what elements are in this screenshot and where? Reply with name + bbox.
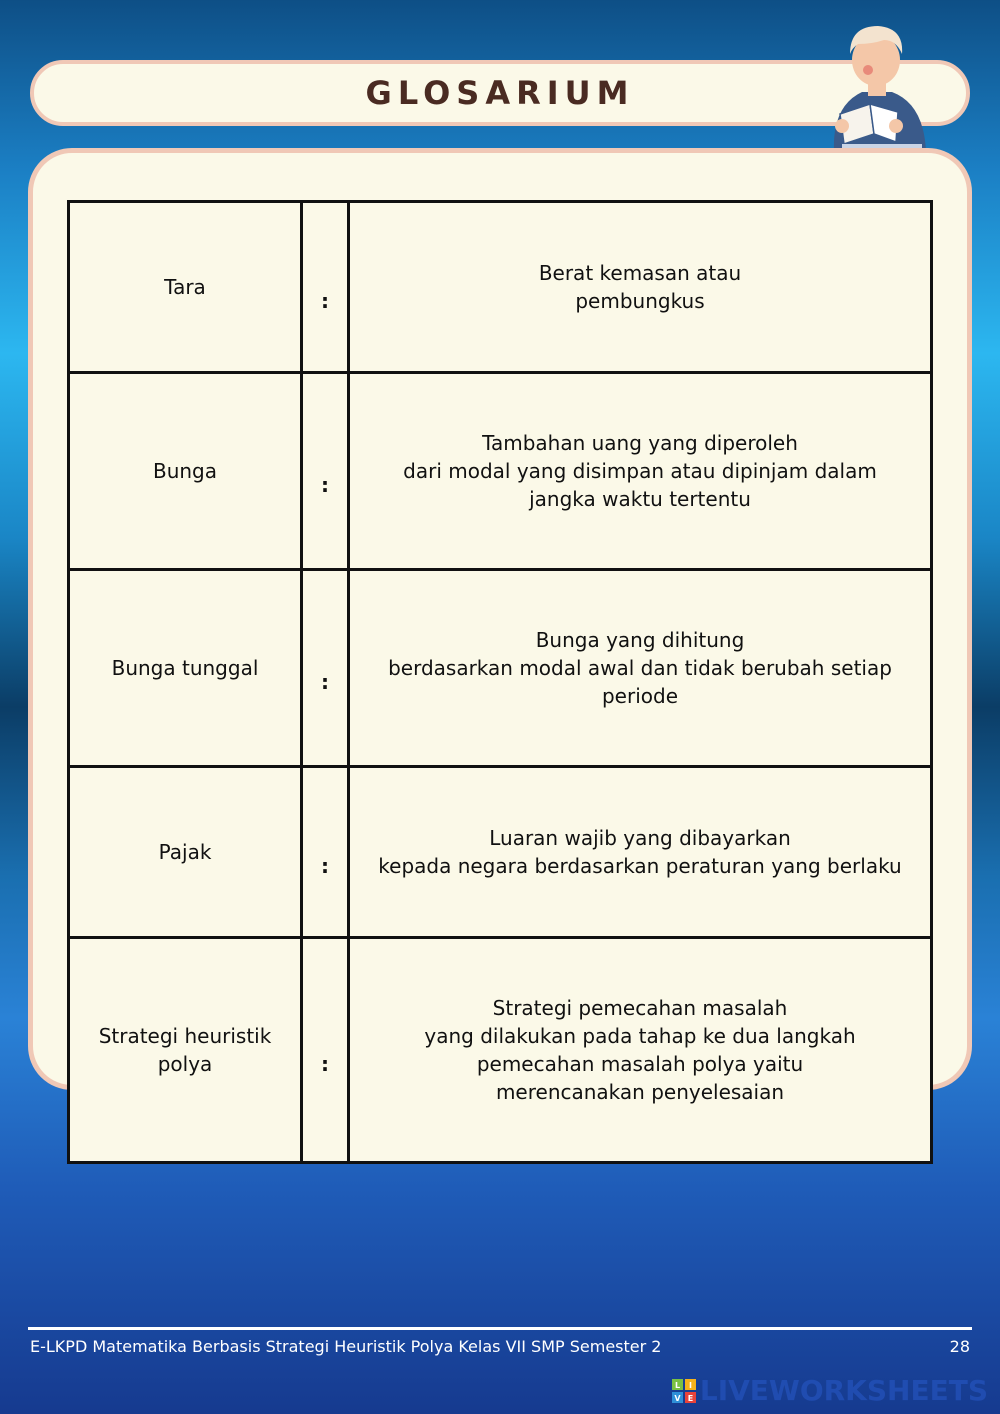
liveworksheets-watermark (672, 1374, 988, 1407)
glossary-separator: : (302, 570, 349, 767)
glossary-separator: : (302, 373, 349, 570)
table-row (69, 570, 932, 767)
definition-line: kepada negara berdasarkan peraturan yang berlaku (378, 854, 902, 878)
glossary-term (69, 767, 302, 938)
glossary-definition (349, 373, 932, 570)
reading-boy-illustration (812, 14, 942, 154)
definition-line: Luaran wajib yang dibayarkan (489, 826, 791, 850)
glossary-definition (349, 570, 932, 767)
glossary-separator: : (302, 202, 349, 373)
glossary-definition (349, 767, 932, 938)
page-number: 28 (949, 1337, 970, 1356)
definition-line: Tambahan uang yang diperoleh (482, 431, 798, 455)
glossary-term (69, 202, 302, 373)
definition-line: pemecahan masalah polya yaitu (476, 1052, 804, 1076)
term-line: Bunga tunggal (111, 656, 259, 680)
logo-letter: V (674, 1393, 681, 1403)
glossary-separator: : (302, 767, 349, 938)
glossary-term (69, 938, 302, 1163)
glossary-term (69, 570, 302, 767)
glossary-separator: : (302, 938, 349, 1163)
table-row (69, 767, 932, 938)
glossary-table (67, 200, 933, 1164)
term-line: Pajak (158, 840, 212, 864)
definition-line: periode (601, 684, 678, 708)
definition-line: pembungkus (575, 289, 705, 313)
watermark-text: LIVEWORKSHEETS (699, 1374, 988, 1407)
definition-line: Berat kemasan atau (538, 261, 742, 285)
term-line: Tara (164, 275, 206, 299)
footer-caption: E-LKPD Matematika Berbasis Strategi Heuristik Polya Kelas VII SMP Semester 2 (30, 1337, 662, 1356)
glossary-definition (349, 938, 932, 1163)
table-row (69, 373, 932, 570)
page-title: GLOSARIUM (365, 74, 635, 112)
definition-line: Bunga yang dihitung (535, 628, 745, 652)
table-row (69, 938, 932, 1163)
term-line: Strategi heuristik (98, 1024, 272, 1048)
definition-line: jangka waktu tertentu (529, 487, 751, 511)
term-line: Bunga (152, 459, 218, 483)
logo-letter: L (674, 1380, 680, 1390)
logo-letter: E (687, 1393, 694, 1403)
footer-divider (28, 1327, 972, 1330)
glossary-term (69, 373, 302, 570)
definition-line: Strategi pemecahan masalah (492, 996, 788, 1020)
logo-letter: I (688, 1380, 692, 1390)
glossary-definition (349, 202, 932, 373)
definition-line: merencanakan penyelesaian (495, 1080, 785, 1104)
definition-line: berdasarkan modal awal dan tidak berubah setiap (388, 656, 892, 680)
term-line: polya (157, 1052, 213, 1076)
definition-line: yang dilakukan pada tahap ke dua langkah (424, 1024, 856, 1048)
liveworksheets-logo-icon (672, 1379, 696, 1403)
table-row (69, 202, 932, 373)
definition-line: dari modal yang disimpan atau dipinjam dalam (403, 459, 877, 483)
